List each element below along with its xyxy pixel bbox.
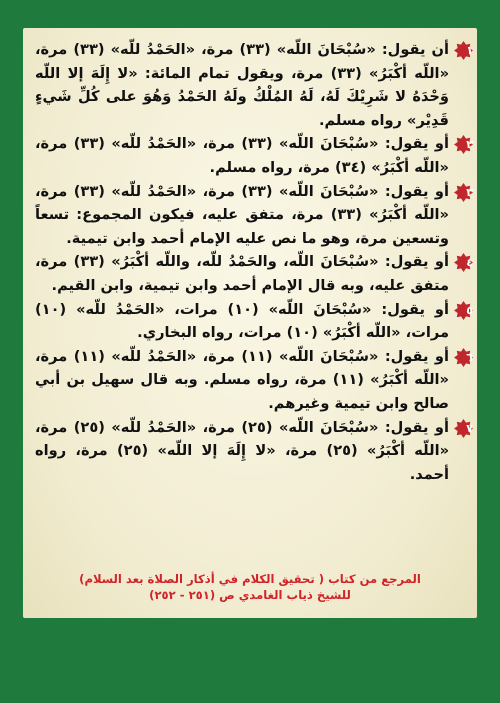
number-badge — [454, 41, 473, 60]
content-panel — [23, 28, 477, 618]
item-text: أو يقول: «سُبْحَانَ اللّه» (٣٣) مرة، «الحَمْدُ للّه» (٣٣) مرة، «اللّه أكْبَرُ» (٣٤) مرة، رواه مسلم. — [35, 135, 449, 176]
list-item — [35, 298, 471, 345]
item-text: أن يقول: «سُبْحَانَ اللّه» (٣٣) مرة، «الحَمْدُ للّه» (٣٣) مرة، «اللّه أكْبَرُ» (٣٣) مرة، ويقول تمام المائة: «لا إِلَهَ إلا اللّه وَحْدَهُ لا شَرِيْكَ لَهُ، لَهُ المُلْكُ ولَهُ الحَمْدُ وَهُوَ على كُلِّ شَيءٍ قَدِيْر» رواه مسلم. — [35, 41, 449, 129]
number-badge — [454, 135, 473, 154]
list-item — [35, 180, 471, 251]
item-text: أو يقول: «سُبْحَانَ اللّه، والحَمْدُ للّه، واللّه أكْبَرُ» (٣٣) مرة، متفق عليه، وبه قال الإمام أحمد وابن تيمية، وابن القيم. — [35, 253, 449, 294]
list-item — [35, 250, 471, 297]
list-item — [35, 132, 471, 179]
item-text: أو يقول: «سُبْحَانَ اللّه» (٢٥) مرة، «الحَمْدُ للّه» (٢٥) مرة، «اللّه أكْبَرُ» (٢٥) مرة، «لا إِلَهَ إلا اللّه» (٢٥) مرة، رواه أحمد. — [35, 418, 449, 483]
list-item — [35, 416, 471, 487]
badge-number: ٦ — [466, 350, 473, 364]
number-badge — [454, 419, 473, 438]
number-badge — [454, 301, 473, 320]
badge-number: ٢ — [466, 138, 473, 152]
item-text: أو يقول: «سُبْحَانَ اللّه» (١١) مرة، «الحَمْدُ للّه» (١١) مرة، «اللّه أكْبَرُ» (١١) مرة، رواه مسلم. وبه قال سهيل بن أبي صالح وابن تيمية وغيرهم. — [35, 347, 449, 412]
item-text: أو يقول: «سُبْحَانَ اللّه» (١٠) مرات، «الحَمْدُ للّه» (١٠) مرات، «اللّه أكْبَرُ» (١٠) مرات، رواه البخاري. — [35, 300, 449, 342]
number-badge — [454, 253, 473, 272]
badge-number: ٥ — [466, 303, 473, 317]
reference-line-author: للشيخ ذياب الغامدي ص (٢٥١ - ٢٥٢) — [149, 588, 351, 602]
number-badge — [454, 348, 473, 367]
badge-number: ١ — [466, 44, 473, 57]
badge-number: ٣ — [466, 185, 473, 199]
dhikr-list — [35, 38, 471, 486]
item-text: أو يقول: «سُبْحَانَ اللّه» (٣٣) مرة، «الحَمْدُ للّه» (٣٣) مرة، «اللّه أكْبَرُ» (٣٣) مرة، متفق عليه، فيكون المجموع: تسعاً وتسعين مرة، وهو ما نص عليه الإمام أحمد وابن تيمية. — [35, 182, 449, 247]
reference-line-book: المرجع من كتاب ( تحقيق الكلام في أذكار الصلاة بعد السلام) — [79, 572, 421, 586]
reference-note — [37, 571, 463, 603]
badge-number: ٧ — [466, 421, 473, 435]
number-badge — [454, 183, 473, 202]
badge-number: ٤ — [466, 256, 473, 270]
list-item — [35, 345, 471, 416]
list-item — [35, 38, 471, 132]
